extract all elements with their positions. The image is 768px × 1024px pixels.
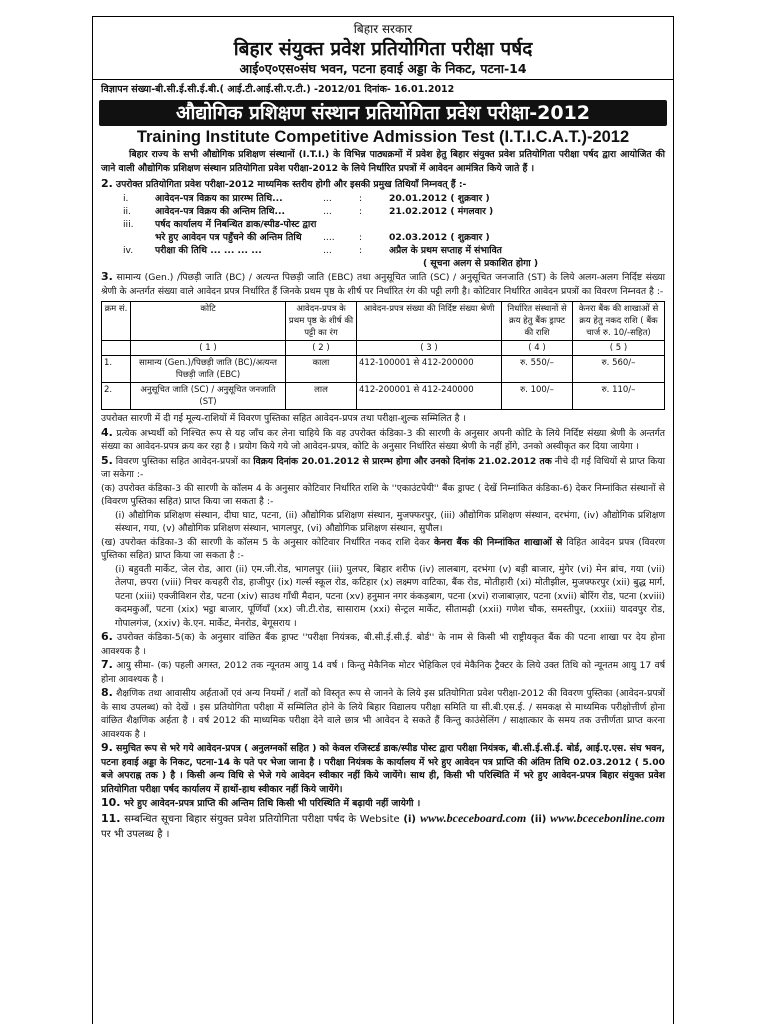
- section-2-text: उपरोक्त प्रतियोगिता प्रवेश परीक्षा-2012 माध्यमिक स्तरीय होगी और इसकी प्रमुख तिथियाँ निम्नवत् हैं :-: [116, 179, 467, 190]
- fee-table-header: [102, 302, 665, 341]
- intro-paragraph: बिहार राज्य के सभी औद्योगिक प्रशिक्षण संस्थानों (I.T.I.) के विभिन्न पाठ्यक्रमों में प्रवेश हेतु बिहार संयुक्त प्रवेश प्रतियोगिता परीक्षा पर्षद द्वारा आयोजित की जाने वाली औद्योगिक प्रशिक्षण संस्थान प्रतियोगिता प्रवेश परीक्षा-2012 के लिये निर्धारित प्रपत्रों में आवेदन आमंत्रित किये जाते हैं ।: [101, 149, 665, 174]
- date-row-label: भरे हुए आवेदन पत्र पहुँचने की अन्तिम तिथि: [155, 231, 302, 243]
- fee-sn: 1.: [102, 356, 131, 383]
- section-5: [101, 454, 665, 482]
- section-11: [101, 811, 665, 842]
- fee-cash: रु. 560/–: [573, 356, 665, 383]
- fee-header-cell: निर्धारित संस्थानों से क्रय हेतु बैंक ड्राफ्ट की राशि: [502, 302, 573, 341]
- section-3: [101, 270, 665, 298]
- section-11-number: 11.: [101, 811, 121, 825]
- section-5-number: 5.: [101, 453, 113, 467]
- fee-header-cell: आवेदन-प्रपत्र के प्रथम पृष्ठ के शीर्ष की पट्टी का रंग: [286, 302, 357, 341]
- date-row-num: iii.: [123, 218, 134, 230]
- date-row: [123, 192, 502, 205]
- government-name: बिहार सरकार: [353, 22, 413, 36]
- section-7: [101, 658, 665, 686]
- date-row-value: 21.02.2012 ( मंगलवार ): [389, 205, 494, 217]
- date-row-num: iv.: [123, 244, 134, 256]
- fee-table: [101, 301, 665, 410]
- section-5-pre: विवरण पुस्तिका सहित आवेदन-प्रपत्रों का: [115, 455, 254, 467]
- section-5-ka-list: (i) औद्योगिक प्रशिक्षण संस्थान, दीघा घाट, पटना, (ii) औद्योगिक प्रशिक्षण संस्थान, मुजफ्फरपुर, (iii) औद्योगिक प्रशिक्षण संस्थान, दरभंगा, (iv) औद्योगिक प्रशिक्षण संस्थान, गया, (v) औद्योगिक प्रशिक्षण संस्थान, भागलपुर, (vi) औद्योगिक प्रशिक्षण संस्थान, सुपौल।: [115, 509, 665, 534]
- section-10: [101, 796, 665, 811]
- section-4-text: प्रत्येक अभ्यर्थी को निश्चित रूप से यह जाँच कर लेना चाहिये कि वह उपरोक्त कंडिका-3 की सारणी के अनुसार अपनी कोटि के लिये निर्दिष्ट संख्या श्रेणी के अन्तर्गत संख्या का आवेदन-प्रपत्र क्रय कर रहा है । प्रयोग किये गये जो आवेदन-प्रपत्र, कोटि के अनुसार निर्धारित संख्या श्रेणी के नहीं होंगे, उनको अस्वीकृत कर दिया जायेगा ।: [101, 427, 665, 452]
- section-2: [101, 177, 665, 192]
- section-9-number: 9.: [101, 741, 113, 754]
- notice-number: विज्ञापन संख्या-बी.सी.ई.सी.ई.बी.( आई.टी.आई.सी.ए.टी.) -2012/01 दिनांक- 16.01.2012: [101, 84, 455, 95]
- fee-draft: रु. 100/–: [502, 383, 573, 410]
- date-row-colon: :: [359, 192, 363, 204]
- date-row-value: 02.03.2012 ( शुक्रवार ): [389, 231, 490, 243]
- fee-header-cell: कोटि: [131, 302, 286, 341]
- fee-colnum: [102, 341, 131, 356]
- fee-color: लाल: [286, 383, 357, 410]
- date-row-label: आवेदन-पत्र विक्रय की अन्तिम तिथि...: [155, 205, 285, 217]
- section-7-text: आयु सीमा- (क) पहली अगस्त, 2012 तक न्यूनतम आयु 14 वर्ष । किन्तु मेकैनिक मोटर भेहिकिल एवं मेकैनिक ट्रैक्टर के लिये उक्त तिथि को न्यूनतम आयु 17 वर्ष होना आवश्यक है ।: [101, 660, 666, 685]
- section-11-post: पर भी उपलब्ध है ।: [101, 828, 170, 840]
- section-4-number: 4.: [101, 425, 113, 439]
- date-row-dots: ...: [323, 244, 332, 256]
- section-10-text: भरे हुए आवेदन-प्रपत्र प्राप्ति की अन्तिम तिथि किसी भी परिस्थिति में बढ़ायी नहीं जायेगी ।: [123, 798, 421, 809]
- fee-colnum: ( 1 ): [131, 341, 286, 356]
- section-9-text: समुचित रूप से भरे गये आवेदन-प्रपत्र ( अनुलग्नकों सहित ) को केवल रजिस्टर्ड डाक/स्पीड पोस्ट द्वारा परीक्षा नियंत्रक, बी.सी.ई.सी.ई. बोर्ड, आई.ए.एस. संघ भवन, पटना हवाई अड्डा के निकट, पटना-14 के पते पर भेजा जाना है । परीक्षा नियंत्रक के कार्यालय में भरे हुए आवेदन पत्र प्राप्ति की अंतिम तिथि 02.03.2012 ( 5.00 बजे अपराह्न तक ) है । किसी अन्य विधि से भेजे गये आवेदन स्वीकार नहीं किये जायेंगे। साथ ही, किसी भी परिस्थिति में भरे हुए आवेदन-प्रपत्र बिहार संयुक्त प्रवेश प्रतियोगिता परीक्षा पर्षद कार्यालय में हाथों-हाथ स्वीकार नहीं किये जायेंगे।: [101, 743, 665, 795]
- date-row-label: परीक्षा की तिथि ... ... ... ...: [155, 244, 262, 256]
- date-row: [123, 218, 502, 231]
- table-row: [102, 383, 665, 410]
- section-5-kha: [101, 536, 665, 563]
- fee-range: 412-100001 से 412-200000: [357, 356, 502, 383]
- date-row-num: ii.: [123, 205, 132, 217]
- board-address: आई०ए०एस०संघ भवन, पटना हवाई अड्डा के निकट, पटना-14: [93, 61, 673, 80]
- date-row-value: 20.01.2012 ( शुक्रवार ): [389, 192, 490, 204]
- section-5-dates: विक्रय दिनांक 20.01.2012 से प्रारम्भ होगा और उनको दिनांक 21.02.2012 तक: [253, 455, 552, 467]
- section-6-number: 6.: [101, 630, 113, 643]
- advertisement-page: [92, 16, 674, 1024]
- section-10-number: 10.: [101, 796, 121, 809]
- fee-header-cell: आवेदन-प्रपत्र संख्या की निर्दिष्ट संख्या श्रेणी: [357, 302, 502, 341]
- section-5-kha-list: (i) बहुवती मार्केट, जेल रोड, आरा (ii) एम.जी.रोड, भागलपुर (iii) पुलपर, बिहार शरीफ (iv) लालबाग, दरभंगा (v) बड़ी बाजार, मुंगेर (vi) मेन ब्रांच, गया (vii) तेलपा, छपरा (viii) निचर कचहरी रोड, हाजीपुर (ix) गर्ल्स स्कूल रोड, कटिहार (x) लक्ष्मण वाटिका, बैंक रोड, मोतीहारी (xi) मोतीझील, मुजफ्फरपुर (xii) बुद्ध मार्ग, पटना (xiii) एक्जीविशन रोड, पटना (xiv) साउथ गाँधी मैदान, पटना (xv) हनुमान नगर कंकड़बाग, पटना (xvi) राजाबाज़ार, पटना (xvii) बोरिंग रोड, पटना (xviii) कदमकुआँ, पटना (xix) भट्ठा बाजार, पूर्णियाँ (xx) जी.टी.रोड, सासाराम (xxi) सेन्ट्रल मार्केट, सीतामढ़ी (xxii) गणेश चौक, समस्तीपुर, (xxiii) यादवपुर रोड, गोपालगंज, (xxiv) के.एन. मार्केट, मेनरोड, बेगूसराय ।: [115, 563, 665, 629]
- fee-category: अनुसूचित जाति (SC) / अनुसूचित जनजाति (ST): [131, 383, 286, 410]
- board-name: बिहार संयुक्त प्रवेश प्रतियोगिता परीक्षा पर्षद: [233, 38, 533, 60]
- section-5-kha-pre: (ख) उपरोक्त कंडिका-3 की सारणी के कॉलम 5 के अनुसार कोटिवार निर्धारित नकद राशि देकर: [101, 536, 434, 548]
- fee-draft: रु. 550/–: [502, 356, 573, 383]
- section-7-number: 7.: [101, 658, 113, 671]
- section-11-text: सम्बन्धित सूचना बिहार संयुक्त प्रवेश प्रतियोगिता परीक्षा पर्षद के Website: [124, 813, 404, 825]
- fee-colnum: ( 4 ): [502, 341, 573, 356]
- section-5-kha-bold: केनरा बैंक की निम्नांकित शाखाओं से: [433, 536, 563, 548]
- date-row-label: पर्षद कार्यालय में निबन्धित डाक/स्पीड-पोस्ट द्वारा: [155, 218, 317, 230]
- section-9: [101, 741, 665, 796]
- fee-color: काला: [286, 356, 357, 383]
- date-row: [123, 231, 502, 244]
- section-5-post: नीचे दी गई विधियों से प्राप्त किया जा सकेगा :-: [101, 455, 665, 480]
- key-dates-table: [123, 192, 502, 257]
- website-link-bcecebonline[interactable]: www.bcecebonline.com: [550, 810, 665, 825]
- dates-note: ( सूचना अलग से प्रकाशित होगा ): [423, 257, 539, 269]
- title-english: Training Institute Competitive Admission Test (I.T.I.C.A.T.)-2012: [136, 128, 630, 146]
- section-6: [101, 630, 665, 658]
- section-3-text: सामान्य (Gen.) /पिछड़ी जाति (BC) / अत्यन्त पिछड़ी जाति (EBC) तथा अनुसूचित जाति (SC) / अनुसूचित जनजाति (ST) के लिये अलग-अलग निर्दिष्ट संख्या श्रेणी के अन्तर्गत संख्या वाले आवेदन प्रपत्र निर्धारित हैं जिनके प्रथम पृष्ठ के शीर्ष पर निर्धारित रंग की पट्टी लगी है। कोटिवार निर्धारित आवेदन प्रपत्रों का विवरण निम्नवत है :-: [101, 272, 666, 297]
- fee-colnum: ( 3 ): [357, 341, 502, 356]
- table-note: उपरोक्त सारणी में दी गई मूल्य-राशियों में विवरण पुस्तिका सहित आवेदन-प्रपत्र तथा परीक्षा-शुल्क सम्मिलित है ।: [101, 413, 466, 424]
- fee-header-cell: केनरा बैंक की शाखाओं से क्रय हेतु नकद राशि ( बैंक चार्ज रु. 10/-सहित): [573, 302, 665, 341]
- date-row-dots: ....: [323, 231, 335, 243]
- section-2-number: 2.: [101, 177, 113, 190]
- date-row-value: अप्रैल के प्रथम सप्ताह में संभावित: [389, 244, 502, 256]
- fee-colnum: ( 5 ): [573, 341, 665, 356]
- section-6-text: उपरोक्त कंडिका-5(क) के अनुसार वांछित बैंक ड्राफ्ट ''परीक्षा नियंत्रक, बी.सी.ई.सी.ई. बोर्ड'' के नाम से किसी भी राष्ट्रीयकृत बैंक की पटना शाखा पर देय होना आवश्यक है ।: [101, 632, 665, 657]
- section-11-i: (i): [403, 813, 421, 825]
- fee-range: 412-200001 से 412-240000: [357, 383, 502, 410]
- section-3-number: 3.: [101, 270, 113, 283]
- date-row-dots: ...: [323, 205, 332, 217]
- fee-category: सामान्य (Gen.)/पिछड़ी जाति (BC)/अत्यन्त पिछड़ी जाति (EBC): [131, 356, 286, 383]
- date-row-num: i.: [123, 192, 129, 204]
- section-5-ka-intro: (क) उपरोक्त कंडिका-3 की सारणी के कॉलम 4 के अनुसार कोटिवार निर्धारित राशि के ''एकाउंटपेयी'' बैंक ड्राफ्ट ( देखें निम्नांकित कंडिका-6) देकर निम्नांकित संस्थानों से (विवरण पुस्तिका सहित) प्राप्त किया जा सकता है :-: [101, 482, 665, 507]
- section-8-number: 8.: [101, 686, 113, 699]
- fee-cash: रु. 110/–: [573, 383, 665, 410]
- date-row-colon: :: [359, 231, 363, 243]
- date-row-num: [123, 231, 155, 244]
- date-row: [123, 244, 502, 257]
- date-row-label: आवेदन-पत्र विक्रय का प्रारम्भ तिथि...: [155, 192, 283, 204]
- title-hindi-banner: औद्योगिक प्रशिक्षण संस्थान प्रतियोगिता प्रवेश परीक्षा-2012: [99, 100, 667, 126]
- date-row-colon: :: [359, 205, 363, 217]
- fee-colnum: ( 2 ): [286, 341, 357, 356]
- fee-sn: 2.: [102, 383, 131, 410]
- fee-table-colnums: [102, 341, 665, 356]
- section-8-text: शैक्षणिक तथा आवासीय अर्हताओं एवं अन्य नियमों / शर्तों को विस्तृत रूप से जानने के लिये इस प्रतियोगिता प्रवेश परीक्षा-2012 की विवरण पुस्तिका (आवेदन-प्रपत्रों के साथ उपलब्ध) को देखें । इस प्रतियोगिता परीक्षा में सम्मिलित होने के लिये बिहार विद्यालय परीक्षा समिति या सी.बी.एस.ई. / समकक्ष से माध्यमिक परीक्षोत्तीर्ण होना वांछित शैक्षणिक अर्हता है । वर्ष 2012 की माध्यमिक परीक्षा देने वाले छात्र भी आवेदन दे सकते हैं किन्तु काउंसेलिंग / साक्षात्कार के समय तक उत्तीर्णता प्राप्त करना आवश्यक है ।: [101, 688, 665, 740]
- fee-header-cell: क्रम सं.: [102, 302, 131, 341]
- website-link-bceceboard[interactable]: www.bceceboard.com: [420, 810, 527, 825]
- section-11-ii: (ii): [526, 813, 547, 825]
- table-row: [102, 356, 665, 383]
- date-row-dots: ...: [323, 192, 332, 204]
- date-row-colon: :: [359, 244, 363, 256]
- section-4: [101, 426, 665, 454]
- section-8: [101, 686, 665, 741]
- date-row: [123, 205, 502, 218]
- section-5-kha-post: विहित आवेदन प्रपत्र (विवरण पुस्तिका सहित) प्राप्त किया जा सकता है :-: [101, 536, 665, 561]
